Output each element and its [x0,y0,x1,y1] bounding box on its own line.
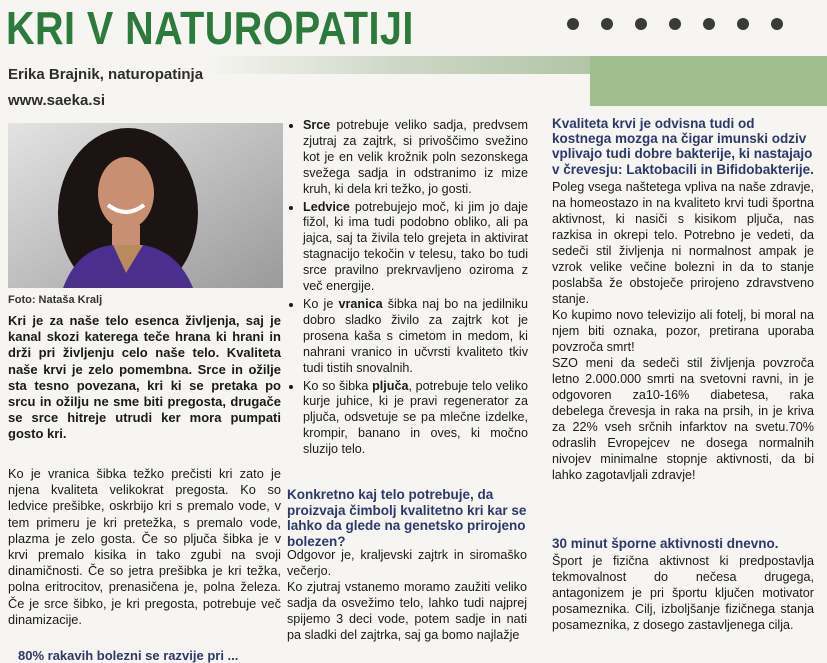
section-heading: Kvaliteta krvi je odvisna tudi od kostnega mozga na čigar imunski odziv vplivajo tudi dobre bakterije, ki nastajajo v črevesju: Laktobacili in Bifidobakterije. [552,116,814,177]
website-link[interactable]: www.saeka.si [8,92,106,109]
list-term: Ledvice [303,199,350,214]
paragraph: Poleg vsega naštetega vpliva na naše zdravje, na homeostazo in na kvaliteto krvi tudi športna aktivnost, ki nasiči s kisikom pljuča, nas razkisa in okrepi telo. Potrebno je vedeti, da sedeči stil življenja ni normalnost ampak je vzrok velike večine bolezni in da to stanje poslabša že obstoječe prirojeno zdravstveno stanje. [552,179,814,306]
list-text: potrebuje veliko sadja, predvsem zjutraj za zajtrk, si privoščimo svežino kot je en velik krožnik poln sezonskega svežega sadja in odstranimo iz mize kruh, ki dela kri težko, jo gosti. [303,118,528,196]
list-term: Srce [303,118,331,132]
list-text: šibka naj bo na jedilniku dobro sladko živilo za zajtrk kot je prosena kaša s cimetom in medom, ki nahrani vranico in učvrsti kvaliteto tkiv tudi tistih snovalnih. [303,296,528,375]
organ-list [290,118,528,458]
dot-icon [669,18,681,30]
list-term: vranica [338,296,383,311]
list-item [303,297,528,377]
section-heading: Konkretno kaj telo potrebuje, da proizvaja čimbolj kvalitetno kri kar se lahko da glede na genetsko prirojeno bolezen? [287,487,527,549]
paragraph: Ko kupimo novo televizijo ali fotelj, bi moral na njem biti oznaka, pozor, pretirana uporaba povzroča smrt! [552,307,814,354]
paragraph: SZO meni da sedeči stil življenja povzroča letno 2.000.000 smrti na svetovni ravni, in je odgovoren za10-16% diabetesa, raka debelega črevesja in raka na prsih, in je kriva za 22% vseh srčnih infarktov na svetu.70% odraslih Evropejcev ne dosega normalnih nivojev minimalne stopnje aktivnosti, da bi lahko zagotavljali zdravje! [552,355,814,482]
list-text: , potrebuje telo veliko kurje juhice, ki je pravi regenerator za pljuča, odsvetuje se pa mlečne izdelke, krompir, banano in oves, ki močno sluzijo telo. [303,378,528,457]
column-2 [290,118,528,460]
dot-icon [601,18,613,30]
lead-paragraph: Kri je za naše telo esenca življenja, saj je kanal skozi katerega teče hrana ki hrani in drži pri življenju celo naše telo. Kvaliteta naše krvi je zelo pomembna. Srce in ožilje sta tesno povezana, kri ki se pretaka po srcu in ožilju ne sme biti pregosta, drugače se srce hitreje utrudi ker mora pumpati gosto kri. [8,313,281,442]
decorative-dots [567,18,817,32]
body-paragraph: Ko je vranica šibka težko prečisti kri zato je njena kvaliteta velikokrat pregosta. Ko so ledvice prešibke, oskrbijo kri s premalo vode, v tem primeru je kri pretežka, s premalo vode, plazma je zelo gosta. Če so pljuča šibka je v krvi premalo kisika in tako zgubi na svoji dinamičnosti. Če so jetra prešibka je kri težka, polna eritrocitov, prenasičena je, polna železa. Če je srce šibko, je kri pregosta, potrebuje več dinamizacije. [8,466,281,627]
paragraph: Odgovor je, kraljevski zajtrk in siromaško večerjo. [287,548,527,578]
dot-icon [737,18,749,30]
list-term: pljuča [372,378,409,393]
cut-heading: 80% rakavih bolezni se razvije pri ... [18,648,239,663]
list-item [303,118,528,198]
list-item [303,200,528,295]
list-item [303,379,528,459]
author-line: Erika Brajnik, naturopatinja [8,66,204,83]
dot-icon [703,18,715,30]
paragraph: Ko zjutraj vstanemo moramo zaužiti veliko sadja da osvežimo telo, lahko tudi najprej spijemo 3 deci vode, potem sadje in nati pa sladki del zajtrka, saj ga bomo najlažje [287,579,527,642]
dot-icon [635,18,647,30]
paragraph: Šport je fizična aktivnost ki predpostavlja tekmovalnost do nečesa drugega, antagonizem je pri športu ključen motivator posameznika. Cilj, izboljšanje fizičnega stanja posameznika, z dosego zastavljenega cilja. [552,554,814,632]
dot-icon [567,18,579,30]
list-text: potrebujejo moč, ki jim jo daje fižol, ki ima tudi podobno obliko, ali pa jajca, saj ta živila telo grejeta in aktivirat stagnacijo tekočin v telesu, tako bo tudi srce pravilno prekrvavljeno oziroma z več energije. [303,199,528,294]
list-pre: Ko so šibka [303,378,373,393]
header-green-band [590,56,827,106]
author-photo [8,123,283,288]
portrait-image [8,123,283,288]
article-title: KRI V NATUROPATIJI [6,2,414,54]
photo-caption: Foto: Nataša Kralj [8,294,103,306]
column-2-body [287,548,527,643]
list-pre: Ko je [303,296,339,311]
column-3 [552,116,814,483]
section-heading-2: 30 minut šporne aktivnosti dnevno. [552,536,779,551]
dot-icon [771,18,783,30]
